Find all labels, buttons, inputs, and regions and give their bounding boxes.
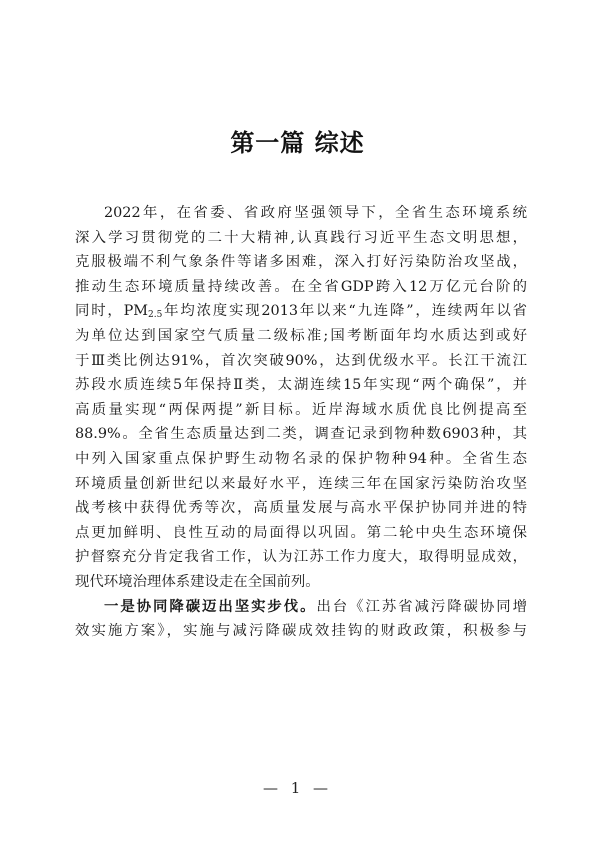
text-segment: 同时，PM [75, 303, 149, 320]
text-line: 环境质量创新世纪以来最好水平，连续三年在国家污染防治攻坚 [75, 475, 527, 492]
page-title: 第一篇 综述 [230, 129, 365, 157]
text-line: 护督察充分肯定我省工作，认为江苏工作力度大，取得明显成效， [75, 549, 527, 566]
text-line: 战考核中获得优秀等次，高质量发展与高水平保护协同并进的特 [75, 500, 527, 517]
section-lead: 一是协同降碳迈出坚实步伐。 [104, 598, 317, 615]
text-line: 深入学习贯彻党的二十大精神,认真践行习近平生态文明思想， [75, 229, 527, 246]
document-body [75, 201, 527, 644]
text-line: 2022年，在省委、省政府坚强领导下，全省生态环境系统 [104, 205, 527, 221]
text-line: 效实施方案》，实施与减污降碳成效挂钩的财政政策，积极参与 [75, 623, 527, 640]
text-line: 克服极端不利气象条件等诸多困难，深入打好污染防治攻坚战， [75, 254, 527, 271]
text-line: 点更加鲜明、良性互动的局面得以巩固。第二轮中央生态环境保 [75, 524, 527, 541]
page-number: — 1 — [262, 779, 333, 797]
text-segment: 出台《江苏省减污降碳协同增 [316, 598, 527, 615]
text-line: 中列入国家重点保护野生动物名录的保护物种94种。全省生态 [75, 450, 527, 467]
text-line: 88.9%。全省生态质量达到二类，调查记录到物种数6903种，其 [75, 426, 527, 443]
text-segment: 年均浓度实现2013年以来“九连降”，连续两年以省 [162, 303, 527, 320]
text-line: 高质量实现“两保两提”新目标。近岸海域水质优良比例提高至 [75, 401, 527, 418]
text-line: 现代环境治理体系建设走在全国前列。 [75, 573, 320, 590]
text-line: 推动生态环境质量持续改善。在全省GDP跨入12万亿元台阶的 [75, 278, 527, 295]
text-line: 为单位达到国家空气质量二级标准;国考断面年均水质达到或好 [75, 327, 527, 344]
text-line: 于Ⅲ类比例达91%，首次突破90%，达到优级水平。长江干流江 [75, 352, 527, 369]
text-line [75, 595, 527, 620]
text-line: 苏段水质连续5年保持Ⅱ类，太湖连续15年实现“两个确保”，并 [75, 377, 527, 394]
text-line [75, 299, 527, 324]
subscript-text: 2.5 [148, 310, 163, 321]
